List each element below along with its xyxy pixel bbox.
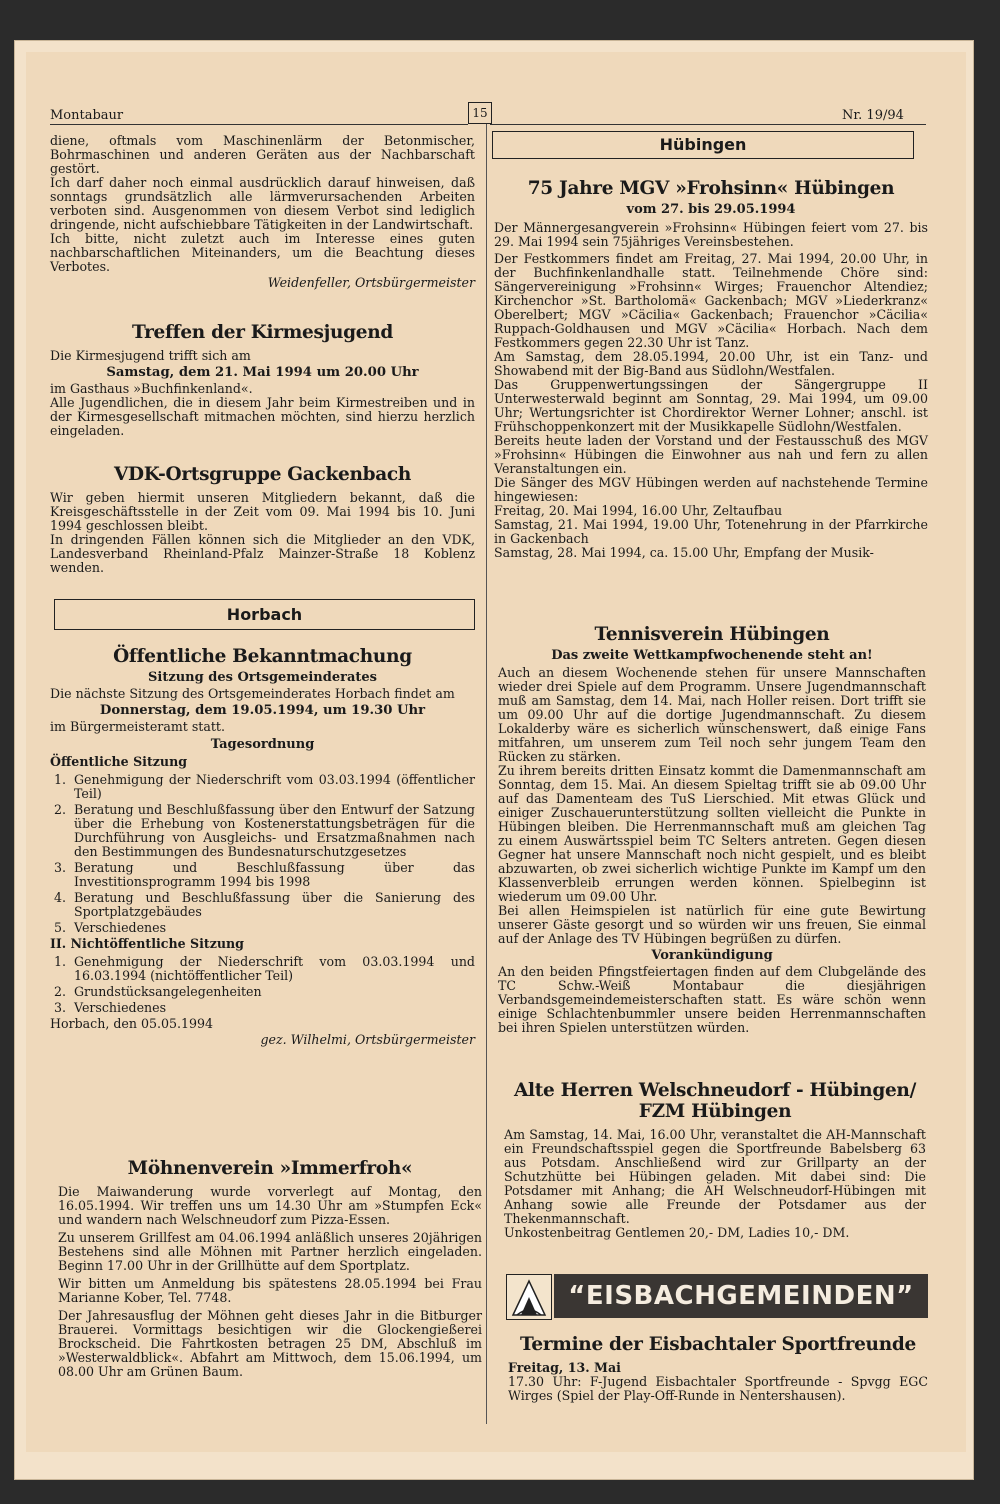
paragraph: Ich darf daher noch einmal ausdrücklich darauf hinweisen, daß sonntags grundsätzlich alle lärmverursachenden Arbeiten verboten sind. Ausgenommen von diesem Verbot sind lediglich dringende, nicht aufschiebbare Tätigkeiten in der Landwirtschaft. xyxy=(50,175,475,232)
eisbachgemeinden-banner xyxy=(506,1274,928,1318)
banner-title: “EISBACHGEMEINDEN” xyxy=(554,1274,928,1318)
section-box-horbach: Horbach xyxy=(54,599,475,630)
bekanntmachung-article xyxy=(50,646,475,1047)
paragraph: An den beiden Pfingstfeiertagen finden auf dem Clubgelände des TC Schw.-Weiß Montabaur die diesjährigen Verbandsgemeindemeisterschaften statt. Es wäre schön wenn einige Schlachtenbummler unsere beiden Herrenmannschaften bei ihren Spielen unterstützen würden. xyxy=(498,964,926,1035)
section-box-huebingen: Hübingen xyxy=(492,131,914,159)
event-date: Samstag, dem 21. Mai 1994 um 20.00 Uhr xyxy=(106,365,419,380)
paragraph: im Gasthaus »Buchfinkenland«. xyxy=(50,381,253,396)
paragraph: Der Festkommers findet am Freitag, 27. Mai 1994, 20.00 Uhr, in der Buchfinkenlandhalle statt. Teilnehmende Chöre sind: Sängervereinigung »Frohsinn« Wirges; Frauenchor Altendiez; Kirchenchor »St. Bartholomä« Gackenbach; MGV »Liederkranz« Oberelbert; MGV »Cäcilia« Gackenbach; Frauenchor »Cäcilia« Ruppach-Goldhausen und MGV »Cäcilia« Horbach. Nach dem Festkommers gegen 22.30 Uhr ist Tanz. xyxy=(494,251,928,350)
paragraph: im Bürgermeisteramt statt. xyxy=(50,719,225,734)
paragraph: Die Maiwanderung wurde vorverlegt auf Montag, den 16.05.1994. Wir treffen uns um 14.30 Uhr am »Stumpfen Eck« und wandern nach Welschneudorf zum Pizza-Essen. xyxy=(58,1184,482,1227)
paragraph: 17.30 Uhr: F-Jugend Eisbachtaler Sportfreunde - Spvgg EGC Wirges (Spiel der Play-Off-Runde in Nentershausen). xyxy=(508,1374,928,1403)
list-item: 3. Beratung und Beschlußfassung über das Investitionsprogramm 1994 bis 1998 xyxy=(54,860,475,889)
schedule-line: Samstag, 21. Mai 1994, 19.00 Uhr, Totenehrung in der Pfarrkirche in Gackenbach xyxy=(494,517,928,546)
paragraph: Wir geben hiermit unseren Mitgliedern bekannt, daß die Kreisgeschäftsstelle in der Zeit vom 09. Mai 1994 bis 10. Juni 1994 geschlossen bleibt. xyxy=(50,490,475,533)
paragraph: Alle Jugendlichen, die in diesem Jahr beim Kirmestreiben und in der Kirmesgesellschaft mitmachen möchten, sind hierzu herzlich eingeladen. xyxy=(50,395,475,438)
paragraph: Das Gruppenwertungssingen der Sängergruppe II Unterwesterwald beginnt am Sonntag, 29. Mai 1994, um 09.00 Uhr; Wertungsrichter ist Chordirektor Werner Lohner; anschl. ist Frühschoppenkonzert mit der Musikkapelle Südlohn/Westfalen. xyxy=(494,377,928,434)
agenda-heading: Tagesordnung xyxy=(210,737,315,752)
paragraph: Die Sänger des MGV Hübingen werden auf nachstehende Termine hingewiesen: xyxy=(494,475,928,504)
header-town: Montabaur xyxy=(50,108,124,123)
mountain-logo-icon xyxy=(506,1274,552,1320)
paragraph: diene, oftmals vom Maschinenlärm der Betonmischer, Bohrmaschinen und anderen Geräten aus der Nachbarschaft gestört. xyxy=(50,133,475,176)
article-title: Alte Herren Welschneudorf - Hübingen/ xyxy=(513,1080,917,1101)
paragraph: Zu ihrem bereits dritten Einsatz kommt die Damenmannschaft am Sonntag, dem 15. Mai. An diesem Spieltag trifft sie ab 09.00 Uhr auf das Damenteam des TuS Lierschied. Mit etwas Glück und einiger Zuschauerunterstützung sollten vielleicht die Punkte in Hübingen bleiben. Die Herrenmannschaft muß am gleichen Tag zu einem Auswärtsspiel beim TC Selters antreten. Gegen diesen Gegner hat unsere Mannschaft noch nicht gespielt, und es bleibt abzuwarten, ob zwei sicherlich wichtige Punkte im Kampf um den Klassenverbleib errungen werden können. Spielbeginn ist wiederum um 09.00 Uhr. xyxy=(498,763,926,904)
list-item: 1. Genehmigung der Niederschrift vom 03.03.1994 (öffentlicher Teil) xyxy=(54,772,475,801)
article-subtitle: vom 27. bis 29.05.1994 xyxy=(626,202,796,217)
article-title: Öffentliche Bekanntmachung xyxy=(113,646,412,667)
paragraph: Wir bitten um Anmeldung bis spätestens 28.05.1994 bei Frau Marianne Kober, Tel. 7748. xyxy=(58,1276,482,1305)
left-intro xyxy=(50,134,475,290)
signature: gez. Wilhelmi, Ortsbürgermeister xyxy=(260,1032,475,1047)
list-item: 2. Beratung und Beschlußfassung über den Entwurf der Satzung über die Erhebung von Kostenerstattungsbeträgen für die Durchführung von Ausgleichs- und Ersatzmaßnahmen nach den Bestimmungen des Bundesnaturschutzgesetzes xyxy=(54,802,475,859)
mgv-article xyxy=(494,178,928,560)
list-item: 1. Genehmigung der Niederschrift vom 03.03.1994 und 16.03.1994 (nichtöffentlicher Teil) xyxy=(54,954,475,983)
alte-herren-article xyxy=(504,1080,926,1240)
column-divider xyxy=(486,124,487,1424)
paragraph: Unkostenbeitrag Gentlemen 20,- DM, Ladies 10,- DM. xyxy=(504,1225,850,1240)
day-heading: Freitag, 13. Mai xyxy=(508,1360,621,1375)
kirmes-article xyxy=(50,322,475,438)
article-title: 75 Jahre MGV »Frohsinn« Hübingen xyxy=(527,178,895,199)
article-title: Termine der Eisbachtaler Sportfreunde xyxy=(520,1334,916,1355)
paragraph: Zu unserem Grillfest am 04.06.1994 anläßlich unseres 20jährigen Bestehens sind alle Möhnen mit Partner herzlich eingeladen. Beginn 17.00 Uhr in der Grillhütte auf dem Sportplatz. xyxy=(58,1230,482,1273)
paragraph: Ich bitte, nicht zuletzt auch im Interesse eines guten nachbarschaftlichen Miteinanders, um die Beachtung dieses Verbotes. xyxy=(50,231,475,274)
paragraph: Bereits heute laden der Vorstand und der Festausschuß des MGV »Frohsinn« Hübingen die Einwohner aus nah und fern zu allen Veranstaltungen ein. xyxy=(494,433,928,476)
list-item: 4. Beratung und Beschlußfassung über die Sanierung des Sportplatzgebäudes xyxy=(54,890,475,919)
agenda-list-private xyxy=(50,955,475,1015)
meeting-date: Donnerstag, dem 19.05.1994, um 19.30 Uhr xyxy=(99,703,426,718)
paragraph: Am Samstag, 14. Mai, 16.00 Uhr, veranstaltet die AH-Mannschaft ein Freundschaftsspiel gegen die Sportfreunde Babelsberg 63 aus Potsdam. Anschließend wird zur Grillparty an der Schutzhütte bei Hübingen geladen. Mit dabei sind: Die Potsdamer mit Anhang; die AH Welschneudorf-Hübingen mit Anhang sowie alle Freunde der Potsdamer aus der Thekenmannschaft. xyxy=(504,1127,926,1226)
issue-number: Nr. 19/94 xyxy=(842,108,904,123)
article-title-line2: FZM Hübingen xyxy=(638,1101,792,1122)
list-item: 3. Verschiedenes xyxy=(54,1000,167,1015)
paragraph: Bei allen Heimspielen ist natürlich für eine gute Bewirtung unserer Gäste gesorgt und so würden wir uns freuen, Sie einmal auf der Anlage des TV Hübingen begrüßen zu dürfen. xyxy=(498,903,926,946)
announcement-heading: Vorankündigung xyxy=(651,948,773,963)
schedule-line: Freitag, 20. Mai 1994, 16.00 Uhr, Zeltaufbau xyxy=(494,503,783,518)
list-item: 5. Verschiedenes xyxy=(54,920,167,935)
page-number: 15 xyxy=(468,102,492,124)
schedule-line: Samstag, 28. Mai 1994, ca. 15.00 Uhr, Empfang der Musik- xyxy=(494,545,874,560)
private-session-heading: II. Nichtöffentliche Sitzung xyxy=(50,936,244,951)
public-session-heading: Öffentliche Sitzung xyxy=(50,754,188,769)
signature: Weidenfeller, Ortsbürgermeister xyxy=(267,275,475,290)
paragraph: Am Samstag, dem 28.05.1994, 20.00 Uhr, ist ein Tanz- und Showabend mit der Big-Band aus Südlohn/Westfalen. xyxy=(494,349,928,378)
paragraph: Die nächste Sitzung des Ortsgemeinderates Horbach findet am xyxy=(50,686,455,701)
tennis-article xyxy=(498,624,926,1035)
article-title: Möhnenverein »Immerfroh« xyxy=(127,1158,413,1179)
place-date: Horbach, den 05.05.1994 xyxy=(50,1016,214,1031)
moehnen-article xyxy=(58,1158,482,1379)
header-rule-left xyxy=(50,124,468,125)
paragraph: Auch an diesem Wochenende stehen für unsere Mannschaften wieder drei Spiele auf dem Programm. Unsere Jugendmannschaft muß am Samstag, dem 14. Mai, nach Holler reisen. Dort trifft sie um 09.00 Uhr auf die dortige Jugendmannschaft. Zu diesem Lokalderby wäre es sicherlich wünschenswert, daß einige Fans mitfahren, um unserem zum Teil noch sehr jungem Team den Rücken zu stärken. xyxy=(498,665,926,764)
article-subtitle: Sitzung des Ortsgemeinderates xyxy=(148,670,377,685)
agenda-list-public xyxy=(50,773,475,935)
paragraph: Der Männergesangverein »Frohsinn« Hübingen feiert vom 27. bis 29. Mai 1994 sein 75jähriges Vereinsbestehen. xyxy=(494,220,928,249)
vdk-article xyxy=(50,464,475,575)
article-title: VDK-Ortsgruppe Gackenbach xyxy=(113,464,412,485)
header-rule-right xyxy=(490,124,926,125)
paragraph: Die Kirmesjugend trifft sich am xyxy=(50,348,251,363)
paragraph: Der Jahresausflug der Möhnen geht dieses Jahr in die Bitburger Brauerei. Vormittags besichtigen wir die Glockengießerei Brockscheid. Die Fahrtkosten betragen 25 DM, Abschluß im »Westerwaldblick«. Abfahrt am Mittwoch, dem 15.06.1994, um 08.00 Uhr am Grünen Baum. xyxy=(58,1308,482,1379)
article-title: Treffen der Kirmesjugend xyxy=(131,322,394,343)
paragraph: In dringenden Fällen können sich die Mitglieder an den VDK, Landesverband Rheinland-Pfalz Mainzer-Straße 18 Koblenz wenden. xyxy=(50,532,475,575)
article-title: Tennisverein Hübingen xyxy=(594,624,830,645)
termine-article xyxy=(508,1334,928,1403)
article-subtitle: Das zweite Wettkampfwochenende steht an! xyxy=(551,648,873,663)
list-item: 2. Grundstücksangelegenheiten xyxy=(54,984,262,999)
